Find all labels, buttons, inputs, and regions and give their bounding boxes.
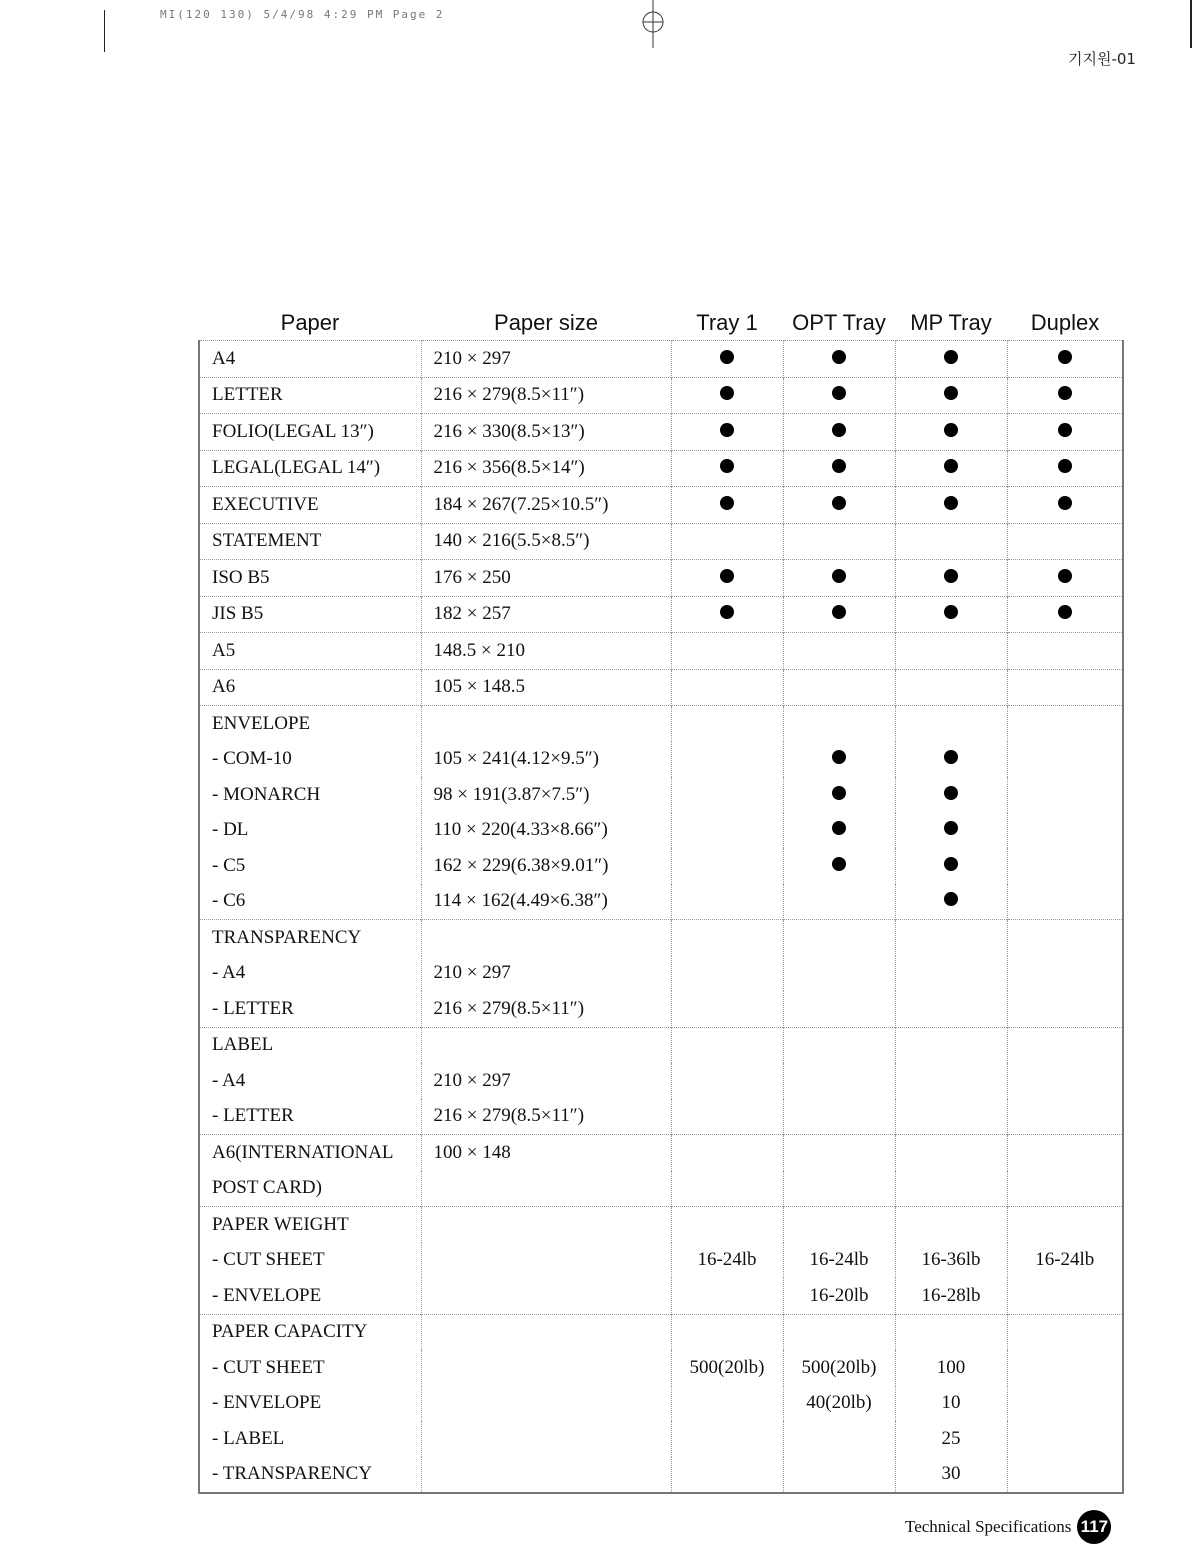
mp-tray-cell [895, 1027, 1007, 1063]
paper-cell: LABEL [199, 1027, 421, 1063]
duplex-cell [1007, 377, 1123, 414]
opt-tray-cell [783, 341, 895, 378]
column-header-tray1: Tray 1 [696, 310, 758, 335]
duplex-cell [1007, 669, 1123, 706]
table-row [199, 813, 1123, 849]
mp-tray-cell [895, 813, 1007, 849]
paper-cell: JIS B5 [199, 596, 421, 633]
supported-dot-icon [720, 459, 734, 473]
table-row [199, 1457, 1123, 1494]
tray1-cell [671, 341, 783, 378]
table-row [199, 920, 1123, 956]
table-row [199, 1278, 1123, 1314]
supported-dot-icon [832, 605, 846, 619]
tray1-cell [671, 414, 783, 451]
table-row [199, 1421, 1123, 1457]
supported-dot-icon [944, 750, 958, 764]
supported-dot-icon [944, 459, 958, 473]
paper-size-cell: 100 × 148 [421, 1135, 671, 1171]
mp-tray-cell: 10 [895, 1386, 1007, 1422]
supported-dot-icon [832, 386, 846, 400]
supported-dot-icon [720, 423, 734, 437]
supported-dot-icon [832, 569, 846, 583]
paper-cell: PAPER WEIGHT [199, 1207, 421, 1243]
opt-tray-cell [783, 848, 895, 884]
supported-dot-icon [832, 821, 846, 835]
table-row [199, 523, 1123, 560]
paper-size-cell: 210 × 297 [421, 956, 671, 992]
duplex-cell [1007, 414, 1123, 451]
duplex-cell [1007, 1099, 1123, 1135]
paper-size-cell [421, 1171, 671, 1207]
opt-tray-cell [783, 450, 895, 487]
paper-size-cell: 216 × 356(8.5×14″) [421, 450, 671, 487]
supported-dot-icon [720, 350, 734, 364]
tray1-cell [671, 1027, 783, 1063]
tray1-cell [671, 1207, 783, 1243]
opt-tray-cell: 16-24lb [783, 1243, 895, 1279]
tray1-cell: 16-24lb [671, 1243, 783, 1279]
tray1-cell [671, 1063, 783, 1099]
duplex-cell [1007, 1207, 1123, 1243]
paper-cell: - DL [199, 813, 421, 849]
table-row [199, 633, 1123, 670]
paper-size-cell: 162 × 229(6.38×9.01″) [421, 848, 671, 884]
paper-size-cell: 148.5 × 210 [421, 633, 671, 670]
paper-cell: - A4 [199, 956, 421, 992]
tray1-cell [671, 523, 783, 560]
table-row [199, 1063, 1123, 1099]
mp-tray-cell [895, 633, 1007, 670]
supported-dot-icon [1058, 605, 1072, 619]
table-row [199, 1314, 1123, 1350]
tray1-cell [671, 991, 783, 1027]
table-row [199, 1386, 1123, 1422]
page-footer [905, 1510, 1111, 1544]
table-header-row [199, 296, 1123, 341]
mp-tray-cell: 25 [895, 1421, 1007, 1457]
paper-cell: STATEMENT [199, 523, 421, 560]
paper-size-cell [421, 1314, 671, 1350]
column-header-mp-tray: MP Tray [910, 310, 992, 335]
paper-cell: - CUT SHEET [199, 1350, 421, 1386]
opt-tray-cell [783, 669, 895, 706]
table-row [199, 414, 1123, 451]
paper-size-cell: 184 × 267(7.25×10.5″) [421, 487, 671, 524]
paper-cell: LETTER [199, 377, 421, 414]
table-row [199, 956, 1123, 992]
supported-dot-icon [832, 750, 846, 764]
paper-cell: ISO B5 [199, 560, 421, 597]
paper-cell: PAPER CAPACITY [199, 1314, 421, 1350]
supported-dot-icon [944, 821, 958, 835]
supported-dot-icon [944, 496, 958, 510]
table-row [199, 1243, 1123, 1279]
mp-tray-cell [895, 1135, 1007, 1171]
opt-tray-cell [783, 1063, 895, 1099]
paper-cell: - MONARCH [199, 777, 421, 813]
paper-cell: TRANSPARENCY [199, 920, 421, 956]
duplex-cell [1007, 487, 1123, 524]
supported-dot-icon [832, 496, 846, 510]
table-row [199, 669, 1123, 706]
table-row [199, 596, 1123, 633]
tray1-cell [671, 706, 783, 742]
column-header-opt-tray: OPT Tray [792, 310, 886, 335]
mp-tray-cell [895, 596, 1007, 633]
table-row [199, 884, 1123, 920]
opt-tray-cell [783, 956, 895, 992]
paper-cell: A6 [199, 669, 421, 706]
mp-tray-cell [895, 920, 1007, 956]
mp-tray-cell [895, 991, 1007, 1027]
paper-size-cell: 216 × 330(8.5×13″) [421, 414, 671, 451]
mp-tray-cell [895, 884, 1007, 920]
mp-tray-cell [895, 956, 1007, 992]
tray1-cell [671, 1099, 783, 1135]
tray1-cell [671, 1421, 783, 1457]
table-row [199, 706, 1123, 742]
mp-tray-cell [895, 706, 1007, 742]
supported-dot-icon [832, 350, 846, 364]
duplex-cell [1007, 1135, 1123, 1171]
table-row [199, 377, 1123, 414]
paper-size-cell [421, 706, 671, 742]
table-body [199, 341, 1123, 1494]
paper-size-cell: 182 × 257 [421, 596, 671, 633]
paper-cell: - C6 [199, 884, 421, 920]
supported-dot-icon [832, 423, 846, 437]
opt-tray-cell [783, 1027, 895, 1063]
paper-size-cell: 105 × 241(4.12×9.5″) [421, 742, 671, 778]
table-row [199, 487, 1123, 524]
paper-size-cell: 216 × 279(8.5×11″) [421, 377, 671, 414]
paper-cell: A6(INTERNATIONAL [199, 1135, 421, 1171]
duplex-cell [1007, 848, 1123, 884]
mp-tray-cell [895, 487, 1007, 524]
opt-tray-cell [783, 414, 895, 451]
duplex-cell [1007, 1027, 1123, 1063]
supported-dot-icon [944, 786, 958, 800]
supported-dot-icon [944, 857, 958, 871]
duplex-cell [1007, 523, 1123, 560]
tray1-cell [671, 1278, 783, 1314]
paper-size-cell [421, 1421, 671, 1457]
page-number-badge: 117 [1077, 1510, 1111, 1544]
duplex-cell [1007, 991, 1123, 1027]
tray1-cell: 500(20lb) [671, 1350, 783, 1386]
mp-tray-cell [895, 560, 1007, 597]
duplex-cell [1007, 596, 1123, 633]
table-row [199, 1099, 1123, 1135]
column-header-paper-size: Paper size [494, 310, 598, 335]
paper-cell: - ENVELOPE [199, 1278, 421, 1314]
paper-size-cell: 210 × 297 [421, 1063, 671, 1099]
opt-tray-cell [783, 523, 895, 560]
paper-cell: - TRANSPARENCY [199, 1457, 421, 1494]
crop-mark-right [1190, 0, 1192, 48]
paper-cell: - ENVELOPE [199, 1386, 421, 1422]
mp-tray-cell: 100 [895, 1350, 1007, 1386]
duplex-cell [1007, 884, 1123, 920]
opt-tray-cell [783, 1421, 895, 1457]
opt-tray-cell [783, 377, 895, 414]
paper-size-cell [421, 1207, 671, 1243]
paper-cell: A4 [199, 341, 421, 378]
paper-size-cell [421, 1243, 671, 1279]
paper-cell: LEGAL(LEGAL 14″) [199, 450, 421, 487]
supported-dot-icon [944, 423, 958, 437]
tray1-cell [671, 560, 783, 597]
paper-cell: - COM-10 [199, 742, 421, 778]
opt-tray-cell: 40(20lb) [783, 1386, 895, 1422]
supported-dot-icon [944, 386, 958, 400]
table-row [199, 1027, 1123, 1063]
paper-size-cell [421, 1350, 671, 1386]
mp-tray-cell [895, 669, 1007, 706]
table-row [199, 742, 1123, 778]
duplex-cell [1007, 1386, 1123, 1422]
paper-size-cell: 98 × 191(3.87×7.5″) [421, 777, 671, 813]
opt-tray-cell [783, 487, 895, 524]
duplex-cell [1007, 920, 1123, 956]
supported-dot-icon [720, 496, 734, 510]
opt-tray-cell [783, 1099, 895, 1135]
duplex-cell [1007, 777, 1123, 813]
supported-dot-icon [944, 892, 958, 906]
duplex-cell [1007, 1171, 1123, 1207]
paper-cell: - LETTER [199, 1099, 421, 1135]
table-row [199, 341, 1123, 378]
paper-cell: POST CARD) [199, 1171, 421, 1207]
paper-size-cell: 114 × 162(4.49×6.38″) [421, 884, 671, 920]
opt-tray-cell [783, 991, 895, 1027]
registration-mark-icon [640, 0, 666, 48]
duplex-cell: 16-24lb [1007, 1243, 1123, 1279]
duplex-cell [1007, 1457, 1123, 1494]
mp-tray-cell: 16-36lb [895, 1243, 1007, 1279]
opt-tray-cell [783, 1135, 895, 1171]
paper-size-cell: 140 × 216(5.5×8.5″) [421, 523, 671, 560]
supported-dot-icon [832, 459, 846, 473]
opt-tray-cell [783, 633, 895, 670]
tray1-cell [671, 1171, 783, 1207]
paper-spec-table [198, 296, 1124, 1494]
opt-tray-cell: 16-20lb [783, 1278, 895, 1314]
tray1-cell [671, 956, 783, 992]
mp-tray-cell [895, 377, 1007, 414]
tray1-cell [671, 920, 783, 956]
paper-cell: EXECUTIVE [199, 487, 421, 524]
duplex-cell [1007, 341, 1123, 378]
supported-dot-icon [1058, 459, 1072, 473]
tray1-cell [671, 1314, 783, 1350]
paper-size-cell: 110 × 220(4.33×8.66″) [421, 813, 671, 849]
tray1-cell [671, 487, 783, 524]
print-slug: MI(120 130) 5/4/98 4:29 PM Page 2 [160, 8, 445, 21]
footer-title: Technical Specifications [905, 1517, 1072, 1536]
mp-tray-cell: 30 [895, 1457, 1007, 1494]
table-row [199, 1207, 1123, 1243]
document-code: 기지원-01 [1068, 50, 1136, 68]
mp-tray-cell [895, 1171, 1007, 1207]
paper-size-cell: 216 × 279(8.5×11″) [421, 991, 671, 1027]
tray1-cell [671, 450, 783, 487]
paper-size-cell: 216 × 279(8.5×11″) [421, 1099, 671, 1135]
duplex-cell [1007, 742, 1123, 778]
mp-tray-cell [895, 341, 1007, 378]
table-row [199, 1171, 1123, 1207]
tray1-cell [671, 848, 783, 884]
opt-tray-cell [783, 920, 895, 956]
paper-size-cell: 176 × 250 [421, 560, 671, 597]
opt-tray-cell [783, 560, 895, 597]
opt-tray-cell [783, 884, 895, 920]
table-row [199, 560, 1123, 597]
table-row [199, 777, 1123, 813]
supported-dot-icon [832, 857, 846, 871]
paper-cell: - CUT SHEET [199, 1243, 421, 1279]
paper-size-cell [421, 1027, 671, 1063]
opt-tray-cell [783, 1171, 895, 1207]
mp-tray-cell [895, 1099, 1007, 1135]
supported-dot-icon [944, 605, 958, 619]
tray1-cell [671, 1135, 783, 1171]
supported-dot-icon [720, 386, 734, 400]
paper-cell: - A4 [199, 1063, 421, 1099]
supported-dot-icon [1058, 423, 1072, 437]
paper-cell: - LETTER [199, 991, 421, 1027]
table-row [199, 1350, 1123, 1386]
opt-tray-cell [783, 1314, 895, 1350]
paper-cell: A5 [199, 633, 421, 670]
table-row [199, 1135, 1123, 1171]
opt-tray-cell [783, 777, 895, 813]
duplex-cell [1007, 1421, 1123, 1457]
duplex-cell [1007, 633, 1123, 670]
supported-dot-icon [944, 350, 958, 364]
supported-dot-icon [720, 605, 734, 619]
paper-cell: - LABEL [199, 1421, 421, 1457]
tray1-cell [671, 596, 783, 633]
opt-tray-cell: 500(20lb) [783, 1350, 895, 1386]
paper-cell: FOLIO(LEGAL 13″) [199, 414, 421, 451]
supported-dot-icon [1058, 496, 1072, 510]
tray1-cell [671, 813, 783, 849]
paper-cell: - C5 [199, 848, 421, 884]
tray1-cell [671, 377, 783, 414]
opt-tray-cell [783, 742, 895, 778]
supported-dot-icon [720, 569, 734, 583]
paper-cell: ENVELOPE [199, 706, 421, 742]
mp-tray-cell [895, 742, 1007, 778]
tray1-cell [671, 633, 783, 670]
opt-tray-cell [783, 1457, 895, 1494]
supported-dot-icon [944, 569, 958, 583]
tray1-cell [671, 669, 783, 706]
paper-size-cell: 105 × 148.5 [421, 669, 671, 706]
opt-tray-cell [783, 596, 895, 633]
tray1-cell [671, 1386, 783, 1422]
duplex-cell [1007, 1278, 1123, 1314]
mp-tray-cell [895, 848, 1007, 884]
duplex-cell [1007, 1314, 1123, 1350]
mp-tray-cell [895, 1207, 1007, 1243]
tray1-cell [671, 884, 783, 920]
duplex-cell [1007, 1350, 1123, 1386]
mp-tray-cell [895, 1063, 1007, 1099]
opt-tray-cell [783, 706, 895, 742]
supported-dot-icon [832, 786, 846, 800]
supported-dot-icon [1058, 569, 1072, 583]
crop-mark-left [104, 10, 105, 52]
duplex-cell [1007, 706, 1123, 742]
mp-tray-cell [895, 523, 1007, 560]
opt-tray-cell [783, 813, 895, 849]
duplex-cell [1007, 560, 1123, 597]
mp-tray-cell [895, 777, 1007, 813]
mp-tray-cell [895, 450, 1007, 487]
table-row [199, 450, 1123, 487]
column-header-duplex: Duplex [1030, 310, 1100, 335]
opt-tray-cell [783, 1207, 895, 1243]
table-row [199, 991, 1123, 1027]
tray1-cell [671, 1457, 783, 1494]
paper-size-cell [421, 920, 671, 956]
paper-size-cell: 210 × 297 [421, 341, 671, 378]
paper-size-cell [421, 1278, 671, 1314]
tray1-cell [671, 777, 783, 813]
mp-tray-cell [895, 1314, 1007, 1350]
supported-dot-icon [1058, 350, 1072, 364]
paper-size-cell [421, 1457, 671, 1494]
mp-tray-cell [895, 414, 1007, 451]
duplex-cell [1007, 956, 1123, 992]
mp-tray-cell: 16-28lb [895, 1278, 1007, 1314]
duplex-cell [1007, 450, 1123, 487]
tray1-cell [671, 742, 783, 778]
supported-dot-icon [1058, 386, 1072, 400]
paper-size-cell [421, 1386, 671, 1422]
column-header-paper: Paper [280, 310, 340, 335]
table-row [199, 848, 1123, 884]
duplex-cell [1007, 813, 1123, 849]
duplex-cell [1007, 1063, 1123, 1099]
